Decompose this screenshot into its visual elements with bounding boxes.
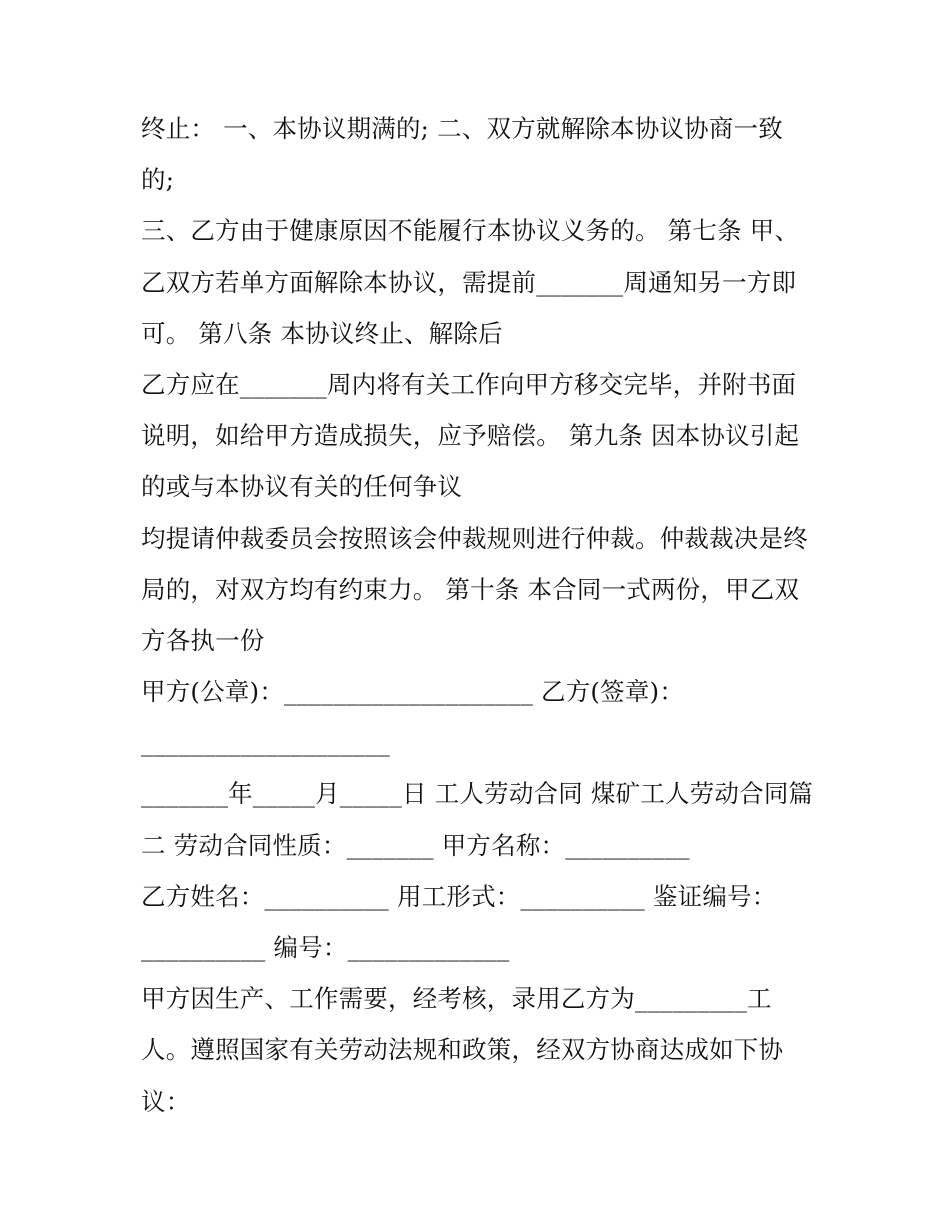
text-line: 人。遵照国家有关劳动法规和政策，经双方协商达成如下协 <box>141 1035 784 1065</box>
document-body <box>141 103 831 1127</box>
text-line: 的或与本协议有关的任何争议 <box>141 472 463 502</box>
text-line: 可。 第八条 本协议终止、解除后 <box>141 318 503 348</box>
text-line: 乙方应在_______周内将有关工作向甲方移交完毕，并附书面 <box>141 369 797 399</box>
text-line: 三、乙方由于健康原因不能履行本协议义务的。 第七条 甲、 <box>141 216 800 246</box>
text-line: 甲方因生产、工作需要，经考核，录用乙方为_________工 <box>141 984 772 1014</box>
text-line: 的; <box>141 165 175 195</box>
form-field-line: 乙方姓名：__________ 用工形式：__________ 鉴证编号： <box>141 881 777 911</box>
text-line: 乙双方若单方面解除本协议，需提前_______周通知另一方即 <box>141 267 797 297</box>
text-line: 均提请仲裁委员会按照该会仲裁规则进行仲裁。仲裁裁决是终 <box>141 523 808 553</box>
form-field-line: 二 劳动合同性质：_______ 甲方名称：__________ <box>141 830 690 860</box>
signature-blank: ____________________ <box>141 728 390 758</box>
form-field-line: __________ 编号：_____________ <box>141 933 510 962</box>
text-line: 终止： 一、本协议期满的; 二、双方就解除本协议协商一致 <box>141 114 783 143</box>
text-line: 议： <box>141 1086 191 1116</box>
signature-line: 甲方(公章)：____________________ 乙方(签章)： <box>141 677 685 707</box>
text-line: 局的，对双方均有约束力。 第十条 本合同一式两份，甲乙双 <box>141 574 800 604</box>
text-line: 方各执一份 <box>141 625 265 655</box>
date-line: _______年_____月_____日 工人劳动合同 煤矿工人劳动合同篇 <box>141 779 814 809</box>
text-line: 说明，如给甲方造成损失，应予赔偿。 第九条 因本协议引起 <box>141 421 800 451</box>
